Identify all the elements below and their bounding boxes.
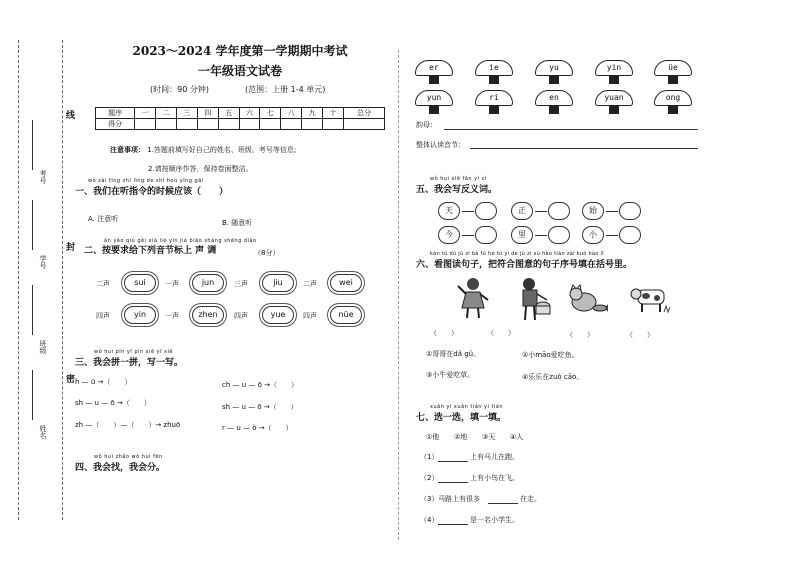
score-cell[interactable]: [260, 119, 281, 130]
q7-pinyin: xuǎn yi xuǎn tián yi tián: [430, 404, 504, 410]
q5-connector: [606, 211, 618, 212]
exam-time: (时间：90 分钟): [150, 85, 209, 94]
q5-word-clover: 正: [511, 202, 533, 220]
q5-word-clover: 里: [511, 226, 533, 244]
boy-drumming-picture: [515, 276, 551, 322]
mushroom-card[interactable]: [475, 60, 513, 84]
q7-item-number: （3）: [420, 495, 439, 503]
field-line[interactable]: [32, 200, 33, 250]
score-header-cell: 三: [176, 108, 197, 119]
q5-connector: [462, 211, 474, 212]
mushroom-syllable: en: [535, 90, 573, 106]
column-divider: [398, 50, 399, 540]
q2-syllable-flower[interactable]: jiu: [262, 274, 294, 292]
score-cell[interactable]: [156, 119, 177, 130]
q4-pinyin: wǒ huì zhǎo wǒ huì fēn: [94, 454, 163, 460]
q4-whole-syllables-answer-line[interactable]: [470, 148, 698, 149]
mushroom-syllable: ri: [475, 90, 513, 106]
score-cell[interactable]: [281, 119, 302, 130]
mushroom-card[interactable]: [654, 60, 692, 84]
cat-eating-fish-picture: [568, 284, 608, 316]
q4-finals-answer-line[interactable]: [444, 129, 698, 130]
q3-blend-item[interactable]: sh — u — ō →（ ）: [75, 399, 151, 407]
mushroom-card[interactable]: [535, 90, 573, 114]
q6-sentence: ②小māo爱吃鱼。: [522, 351, 579, 359]
score-cell[interactable]: [302, 119, 323, 130]
q3-blend-item[interactable]: ch — u — ō →（ ）: [222, 381, 298, 389]
mushroom-stem: [549, 105, 559, 114]
q2-text: 二、按要求给下列音节标上 声 调: [84, 246, 217, 256]
q5-answer-clover[interactable]: [548, 202, 570, 220]
girl-dancing-picture: [456, 276, 490, 320]
mushroom-syllable: yun: [415, 90, 453, 106]
q5-word-clover: 始: [582, 202, 604, 220]
binding-label-mi: 密: [66, 375, 76, 385]
mushroom-stem: [609, 105, 619, 114]
q2-score: （8分）: [254, 249, 280, 257]
score-header-cell: 四: [197, 108, 218, 119]
score-cell[interactable]: [135, 119, 156, 130]
mushroom-syllable: er: [415, 60, 453, 76]
binding-line: [18, 40, 19, 520]
q5-answer-clover[interactable]: [548, 226, 570, 244]
q5-answer-clover[interactable]: [475, 202, 497, 220]
mushroom-stem: [609, 75, 619, 84]
binding-line: [62, 40, 63, 520]
q4-whole-syllables-label: 整体认读音节：: [416, 141, 465, 149]
mushroom-card[interactable]: [415, 60, 453, 84]
q1-option-a[interactable]: A. 注意听: [88, 215, 119, 223]
field-line[interactable]: [32, 370, 33, 420]
q5-word-clover: 今: [438, 226, 460, 244]
mushroom-card[interactable]: [595, 90, 633, 114]
q1-option-b[interactable]: B. 随意听: [222, 219, 253, 227]
mushroom-syllable: ie: [475, 60, 513, 76]
q2-tone: 四声: [234, 312, 248, 320]
mushroom-syllable: yin: [595, 60, 633, 76]
score-cell[interactable]: [239, 119, 260, 130]
mushroom-syllable: ong: [654, 90, 692, 106]
q2-syllable-flower[interactable]: wei: [330, 274, 362, 292]
mushroom-stem: [429, 105, 439, 114]
q2-syllable-flower[interactable]: zhen: [192, 306, 224, 324]
q7-option: ④人: [510, 433, 524, 441]
score-row-label: 得分: [96, 119, 135, 130]
mushroom-stem: [668, 75, 678, 84]
score-cell[interactable]: [344, 119, 385, 130]
score-header-cell: 题序: [96, 108, 135, 119]
q7-blank[interactable]: [488, 503, 518, 504]
field-line[interactable]: [32, 120, 33, 170]
q5-word-clover: 天: [438, 202, 460, 220]
q2-syllable-flower[interactable]: yin: [124, 306, 156, 324]
q7-text: 七、选一选，填一填。: [416, 413, 507, 423]
q5-answer-clover[interactable]: [619, 202, 641, 220]
q3-blend-item[interactable]: r — u — ò →（ ）: [222, 424, 293, 432]
mushroom-card[interactable]: [654, 90, 692, 114]
q2-tone: 三声: [234, 280, 248, 288]
q2-syllable-flower[interactable]: nüe: [330, 306, 362, 324]
mushroom-stem: [489, 75, 499, 84]
score-cell[interactable]: [197, 119, 218, 130]
mushroom-card[interactable]: [475, 90, 513, 114]
score-header-cell: 十: [323, 108, 344, 119]
score-cell[interactable]: [218, 119, 239, 130]
q2-syllable-flower[interactable]: jun: [192, 274, 224, 292]
q7-item-number: （1）: [420, 453, 439, 461]
q2-tone: 四声: [96, 312, 110, 320]
q6-answer-bracket[interactable]: （ ）: [430, 329, 458, 337]
q5-answer-clover[interactable]: [475, 226, 497, 244]
q7-blank[interactable]: [438, 461, 468, 462]
q7-option: ③天: [482, 433, 496, 441]
q2-pinyin: àn yāo qiú gěi xià liè yīn jié biāo shàng shēng diào: [104, 238, 257, 244]
score-header-cell: 六: [239, 108, 260, 119]
mushroom-card[interactable]: [535, 60, 573, 84]
q5-text: 五、我会写反义词。: [416, 185, 498, 195]
notes: [110, 145, 296, 155]
q7-item-text: 上有马儿在跑。: [470, 453, 519, 461]
score-table: [95, 107, 385, 130]
q7-item-number: （4）: [420, 516, 439, 524]
q5-connector: [606, 235, 618, 236]
mushroom-stem: [549, 75, 559, 84]
q5-answer-clover[interactable]: [619, 226, 641, 244]
field-student-number: 学号: [39, 255, 47, 269]
field-line[interactable]: [32, 285, 33, 335]
q3-text: 三、我会拼一拼，写一写。: [75, 358, 184, 368]
score-cell[interactable]: [323, 119, 344, 130]
q7-item-text: 上有小鸟在飞。: [470, 474, 519, 482]
q1-pinyin: wǒ zài tīng zhǐ lìng de shí hou yīng gāi: [88, 178, 204, 184]
mushroom-stem: [429, 75, 439, 84]
q2-syllable-flower[interactable]: sui: [124, 274, 156, 292]
mushroom-stem: [668, 105, 678, 114]
mushroom-card[interactable]: [595, 60, 633, 84]
q7-item-text: 是一名小学生。: [470, 516, 519, 524]
q2-syllable-flower[interactable]: yue: [262, 306, 294, 324]
field-class: 班级: [39, 340, 47, 354]
q6-answer-bracket[interactable]: （ ）: [487, 329, 515, 337]
exam-range: (范围：上册 1-4 单元): [245, 85, 326, 94]
q3-blend-item[interactable]: h — ū →（ ）: [75, 378, 132, 386]
q5-connector: [535, 211, 547, 212]
q2-tone: 二声: [96, 280, 110, 288]
q6-sentence: ①哥哥在dǎ gǔ。: [426, 350, 481, 358]
q6-sentence: ③小牛爱吃草。: [426, 371, 475, 379]
q7-blank[interactable]: [438, 524, 468, 525]
field-name: 姓名: [39, 425, 47, 439]
q6-answer-bracket[interactable]: （ ）: [566, 331, 594, 339]
q2-tone: 一声: [165, 312, 179, 320]
score-header-cell: 一: [135, 108, 156, 119]
binding-label-xian: 线: [66, 111, 76, 121]
exam-title: 2023～2024 学年度第一学期期中考试: [132, 44, 348, 58]
q7-option: ①他: [426, 433, 440, 441]
score-header-cell: 九: [302, 108, 323, 119]
q2-tone: 二声: [303, 280, 317, 288]
binding-label-feng: 封: [66, 243, 76, 253]
q6-text: 六、看图读句子，把符合图意的句子序号填在括号里。: [416, 260, 633, 270]
cow-eating-grass-picture: [630, 284, 672, 314]
mushroom-card[interactable]: [415, 90, 453, 114]
q3-pinyin: wǒ huì pīn yī pīn xiě yī xiě: [94, 349, 174, 355]
notes-label: 注意事项：: [110, 146, 145, 154]
q4-finals-label: 韵母：: [416, 121, 437, 129]
q7-item-number: （2）: [420, 474, 439, 482]
score-cell[interactable]: [176, 119, 197, 130]
q5-pinyin: wǒ huì xiě fǎn yì cí: [430, 176, 487, 182]
q2-tone: 一声: [165, 280, 179, 288]
q3-blend-item[interactable]: sh — u — ō →（ ）: [222, 403, 298, 411]
q6-sentence: ④乐乐在zuò cāo。: [522, 373, 584, 381]
q5-word-clover: 小: [582, 226, 604, 244]
mushroom-syllable: üe: [654, 60, 692, 76]
q5-connector: [462, 235, 474, 236]
q2-tone: 四声: [303, 312, 317, 320]
mushroom-stem: [489, 105, 499, 114]
q7-item-tail: 在走。: [520, 495, 541, 503]
score-header-cell: 五: [218, 108, 239, 119]
score-header-cell: 二: [156, 108, 177, 119]
q6-pinyin: kàn tú dú jù zi bǎ fú hé tú yì de jù zi xù hào tián zài kuò hào lǐ: [430, 251, 604, 257]
score-table-row: [96, 119, 385, 130]
score-table-header-row: [96, 108, 385, 119]
score-header-cell: 七: [260, 108, 281, 119]
notes-item: 2.请按顺序作答，保持卷面整洁。: [148, 165, 253, 173]
q3-blend-item[interactable]: zh —（ ）—（ ）→ zhuō: [75, 421, 181, 429]
mushroom-syllable: yuan: [595, 90, 633, 106]
q4-text: 四、我会找，我会分。: [75, 463, 166, 473]
score-header-cell: 总分: [344, 108, 385, 119]
q6-answer-bracket[interactable]: （ ）: [626, 331, 654, 339]
score-header-cell: 八: [281, 108, 302, 119]
q7-blank[interactable]: [438, 482, 468, 483]
q7-item-text: 马路上有很多: [438, 495, 480, 503]
notes-item: 1.答题前填写好自己的姓名、班级、考号等信息;: [147, 146, 297, 154]
q1-text: 一、我们在听指令的时候应该（ ）: [75, 187, 229, 197]
field-exam-number: 考号: [39, 170, 47, 184]
q7-option: ②地: [454, 433, 468, 441]
mushroom-syllable: yu: [535, 60, 573, 76]
q5-connector: [535, 235, 547, 236]
exam-subtitle: 一年级语文试卷: [197, 64, 282, 78]
